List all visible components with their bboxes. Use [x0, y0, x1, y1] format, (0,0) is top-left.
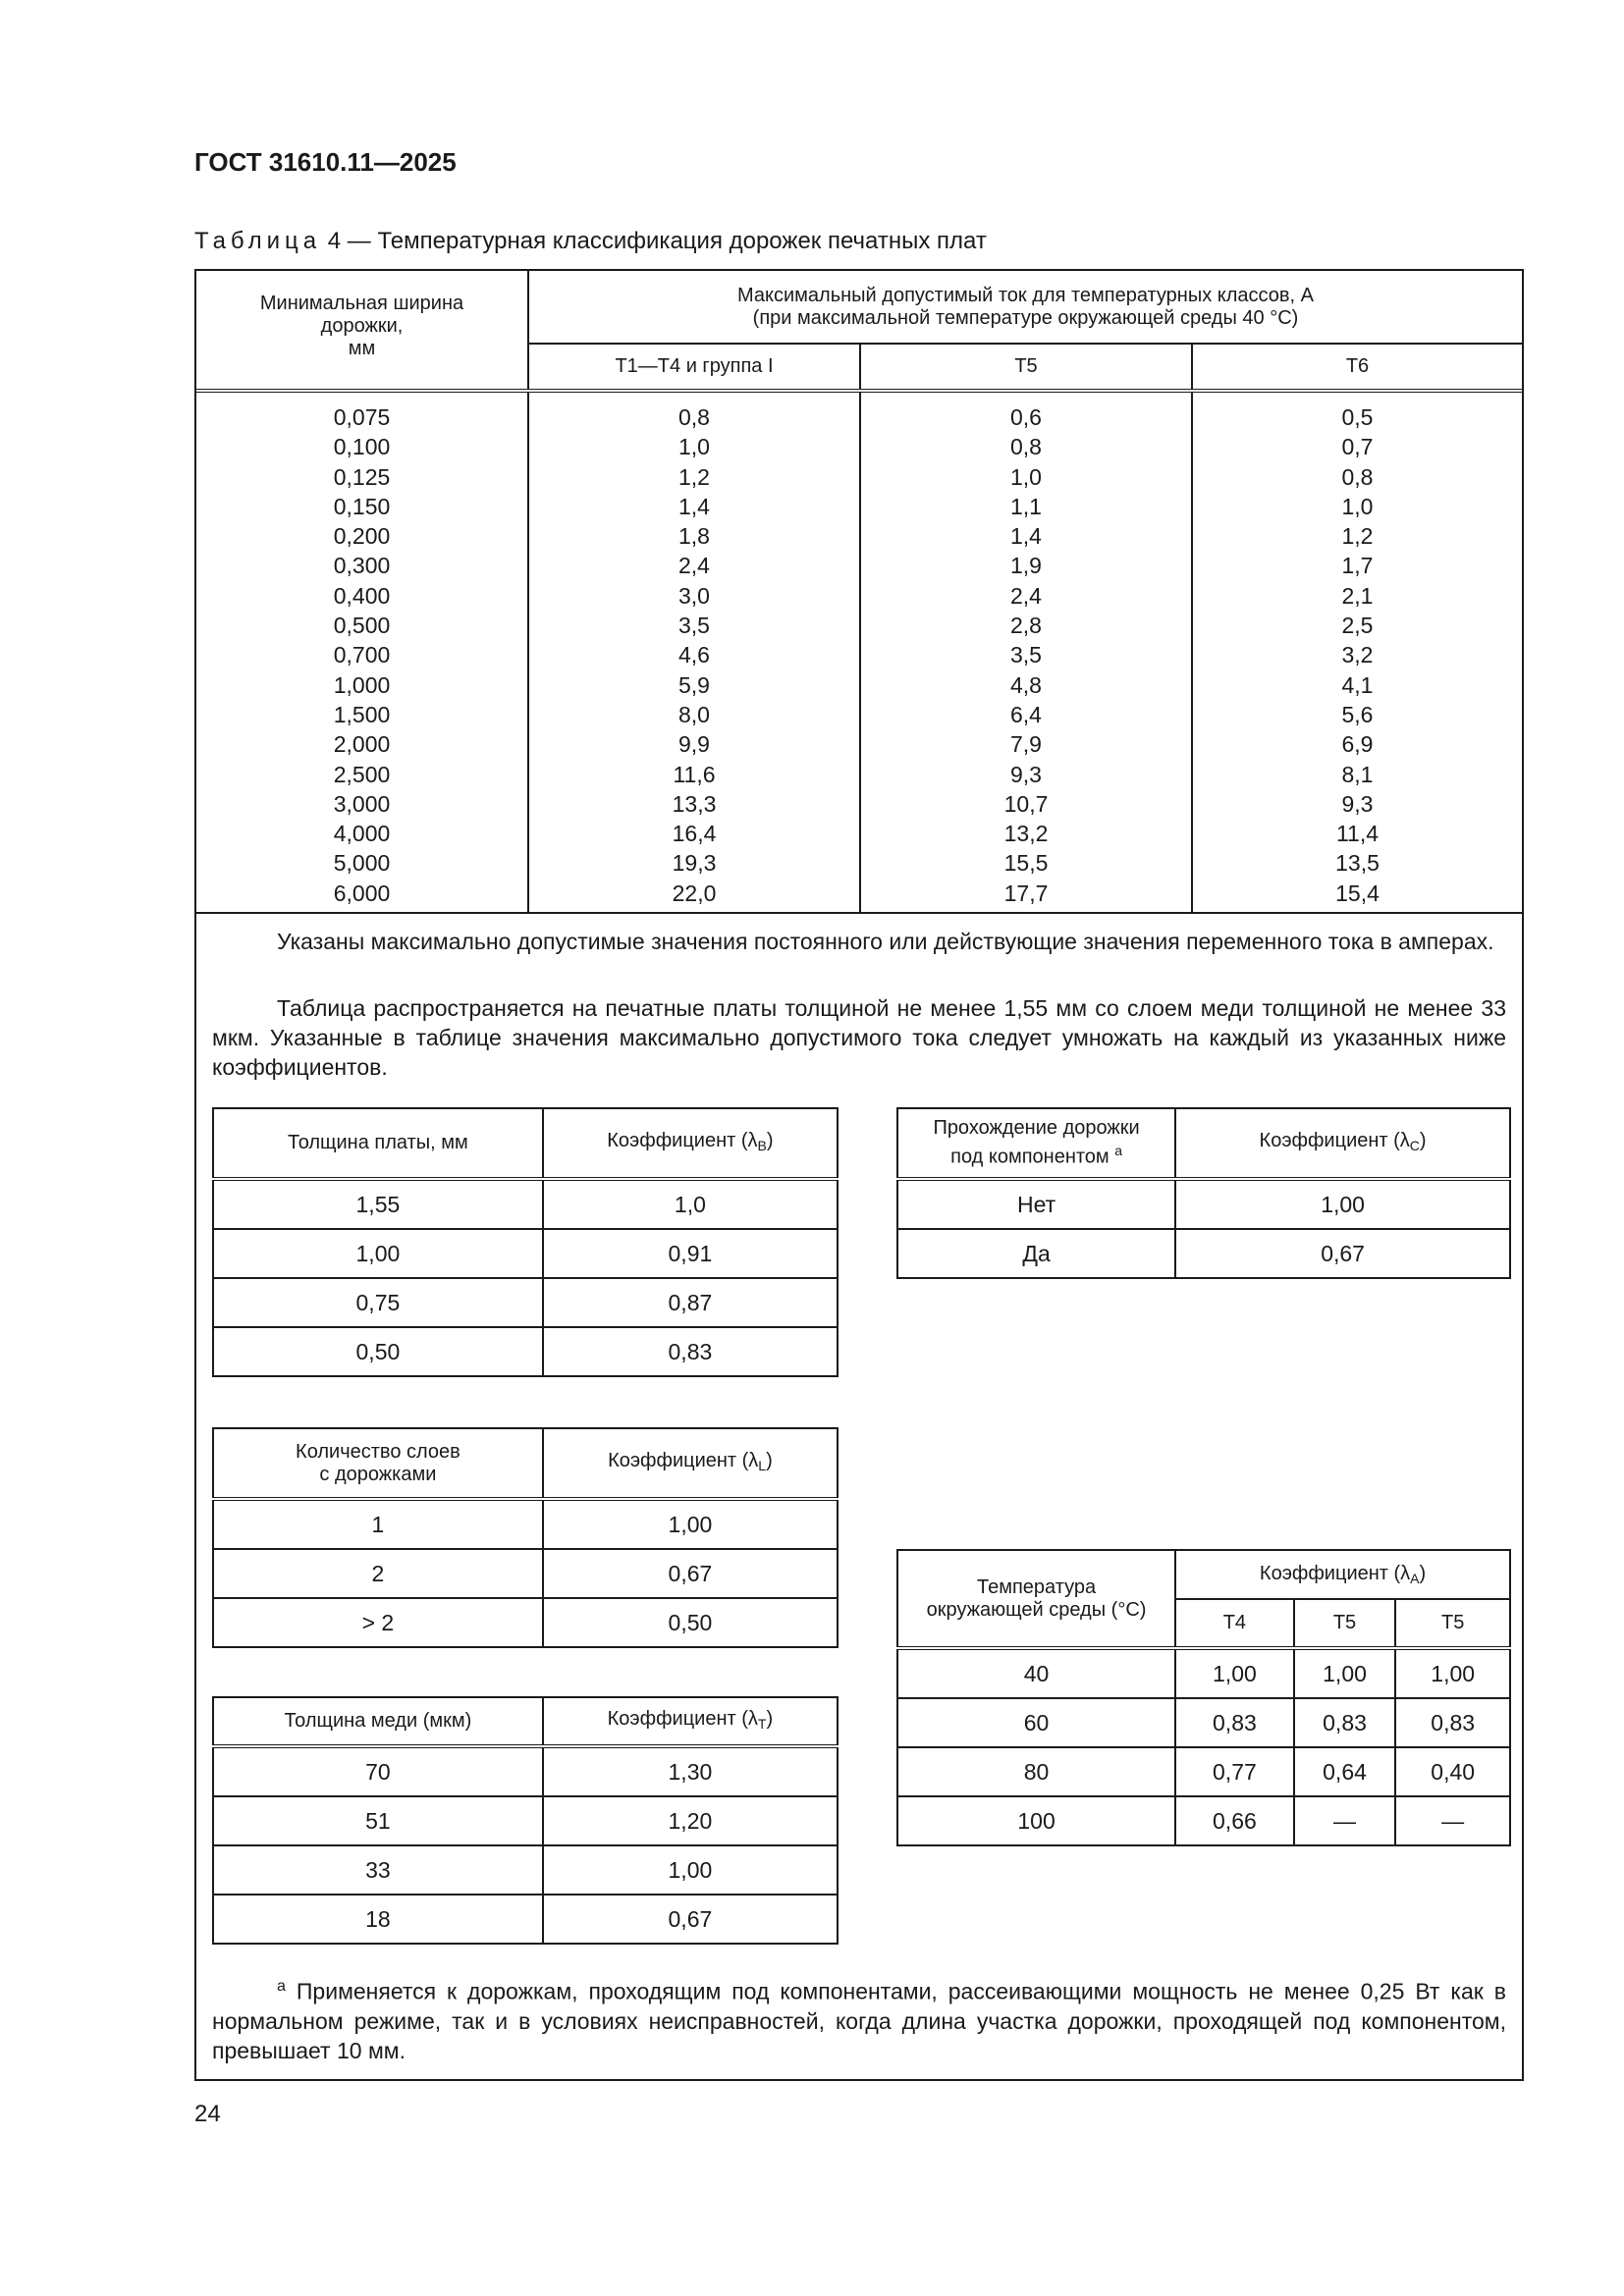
table-cell: 1,000 [333, 671, 391, 698]
main-current-table [196, 271, 1522, 914]
passage-header-line2 [898, 1140, 1174, 1169]
table-cell: 3,5 [1010, 642, 1042, 668]
caption-label: Таблица [194, 228, 322, 254]
table-frame [194, 269, 1524, 2081]
table-cell: 2,5 [1341, 613, 1374, 639]
table-cell: 0,50 [543, 1598, 838, 1647]
table-cell: 22,0 [672, 880, 717, 906]
table-cell: 0,500 [333, 613, 391, 639]
table-cell: 17,7 [1003, 880, 1049, 906]
table-cell: 0,8 [678, 404, 710, 430]
table-cell: 9,9 [678, 731, 710, 758]
table-cell: 1,00 [1395, 1648, 1510, 1698]
temperature-header-line1: Температура [976, 1575, 1097, 1598]
table-cell: 5,9 [678, 671, 710, 698]
table-cell: 0,67 [543, 1549, 838, 1598]
lambda-a-label: Коэффициент (λ [1259, 1563, 1411, 1584]
lambda-b-close: ) [766, 1129, 774, 1151]
table-cell: Да [897, 1229, 1175, 1278]
lambda-a-close: ) [1419, 1563, 1427, 1584]
table-cell: 2,000 [333, 731, 391, 758]
passage-header [897, 1108, 1175, 1179]
page-number: 24 [194, 2101, 221, 2127]
board-thickness-header: Толщина платы, мм [213, 1108, 543, 1179]
table-cell: 33 [213, 1845, 543, 1895]
table-cell: 100 [897, 1796, 1175, 1845]
table-cell: 11,6 [673, 761, 716, 787]
copper-thickness-table [212, 1696, 839, 1945]
table-cell: — [1294, 1796, 1396, 1845]
table-cell: 2,500 [333, 761, 391, 787]
table-cell: 0,40 [1395, 1747, 1510, 1796]
t6-values-column [1192, 391, 1522, 913]
table-cell: 2 [213, 1549, 543, 1598]
table-cell: 15,4 [1335, 880, 1380, 906]
footnote [212, 1971, 1506, 2065]
lambda-t-label: Коэффициент (λ [607, 1707, 758, 1730]
table-cell: 1,0 [678, 434, 710, 460]
lambda-l-close: ) [766, 1449, 773, 1471]
table-cell: 15,5 [1003, 850, 1049, 877]
table-cell: 1,0 [1341, 493, 1374, 519]
lambda-c-header [1175, 1108, 1510, 1179]
table-cell: 0,7 [1341, 434, 1374, 460]
subheader-t5: Т5 [1395, 1599, 1510, 1648]
table-cell: 1,2 [1341, 523, 1374, 550]
lambda-b-label: Коэффициент (λ [607, 1129, 758, 1151]
table-cell: 1,55 [213, 1179, 543, 1229]
table-cell: 1,20 [543, 1796, 838, 1845]
table-cell: 0,50 [213, 1327, 543, 1376]
layer-header-line1: Количество слоев [296, 1440, 460, 1463]
layer-count-table [212, 1427, 839, 1648]
table-cell: 60 [897, 1698, 1175, 1747]
table-cell: 13,2 [1003, 821, 1049, 847]
caption-title: 4 — Температурная классификация дорожек печатных плат [321, 228, 987, 254]
table-cell: 3,000 [333, 790, 391, 817]
board-thickness-table [212, 1107, 839, 1377]
table-cell: 5,000 [333, 850, 391, 877]
passage-header-text: под компонентом [950, 1146, 1110, 1168]
table-cell: 1,00 [543, 1499, 838, 1549]
table-cell: 3,2 [1341, 642, 1374, 668]
table-cell: 1,0 [1010, 463, 1042, 490]
table-cell: 0,6 [1010, 404, 1042, 430]
width-values-column [196, 391, 528, 913]
subheader-t4: Т4 [1175, 1599, 1294, 1648]
lambda-a-sub: A [1410, 1571, 1420, 1586]
document-header: ГОСТ 31610.11—2025 [194, 147, 457, 177]
lambda-b-sub: B [757, 1137, 767, 1153]
table-cell: 0,87 [543, 1278, 838, 1327]
table-cell: 8,0 [678, 701, 710, 727]
table-cell: 1,00 [1175, 1648, 1294, 1698]
lambda-l-sub: L [758, 1457, 767, 1473]
width-header-text: Минимальная ширина дорожки, [259, 293, 464, 337]
table-cell: 5,6 [1341, 701, 1374, 727]
lambda-l-label: Коэффициент (λ [608, 1449, 759, 1471]
subheader-t5: Т5 [1294, 1599, 1396, 1648]
table-cell: 2,4 [678, 553, 710, 579]
width-column-header [196, 271, 528, 391]
subheader-t6: Т6 [1192, 344, 1522, 391]
current-header-line2: (при максимальной температуре окружающей среды 40 °С) [752, 306, 1299, 329]
component-passage-table [896, 1107, 1511, 1279]
table-cell: 3,0 [678, 582, 710, 609]
lambda-l-header [543, 1428, 838, 1499]
footnote-text: Применяется к дорожкам, проходящим под компонентами, рассеивающими мощность не менее 0,25 Вт как в нормальном режиме, так и в условиях неисправностей, когда длина участка дорожки, проходящей под компонентом, превышает 10 мм. [212, 1978, 1506, 2063]
table-cell: 0,100 [333, 434, 391, 460]
table-cell: 1,500 [333, 701, 391, 727]
table-cell: 1,7 [1341, 553, 1374, 579]
footnote-mark: a [1114, 1143, 1123, 1159]
table-cell: 1,30 [543, 1746, 838, 1796]
table-cell: 9,3 [1010, 761, 1042, 787]
table-cell: 0,67 [543, 1895, 838, 1944]
table-cell: 0,75 [213, 1278, 543, 1327]
table-cell: 6,4 [1010, 701, 1042, 727]
table-cell: 0,075 [333, 404, 391, 430]
table-cell: 13,5 [1335, 850, 1380, 877]
table-cell: 18 [213, 1895, 543, 1944]
table-cell: 51 [213, 1796, 543, 1845]
layer-header-line2: с дорожками [319, 1463, 437, 1485]
table-cell: — [1395, 1796, 1510, 1845]
table-cell: 0,125 [333, 463, 391, 490]
temperature-header-line2: окружающей среды (°С) [926, 1598, 1147, 1621]
table-cell: 0,77 [1175, 1747, 1294, 1796]
table-cell: 4,6 [678, 642, 710, 668]
table-cell: 0,83 [1294, 1698, 1396, 1747]
table-cell: 0,67 [1175, 1229, 1510, 1278]
table-cell: 4,8 [1010, 671, 1042, 698]
table-cell: 0,83 [543, 1327, 838, 1376]
table-cell: 9,3 [1341, 790, 1374, 817]
table-cell: 13,3 [672, 790, 717, 817]
subheader-t5: Т5 [860, 344, 1192, 391]
table-cell: 0,83 [1175, 1698, 1294, 1747]
table-cell: 1,00 [1175, 1179, 1510, 1229]
table-cell: 1,8 [678, 523, 710, 550]
layer-count-header [213, 1428, 543, 1499]
table-cell: 2,1 [1341, 582, 1374, 609]
table-cell: 6,000 [333, 880, 391, 906]
table-cell: 0,66 [1175, 1796, 1294, 1845]
note-coefficients: Таблица распространяется на печатные платы толщиной не менее 1,55 мм со слоем меди толщиной не менее 33 мкм. Указанные в таблице значения максимально допустимого тока следует умножать на каждый из указанных ниже коэффициентов. [212, 995, 1506, 1080]
table-cell: 0,5 [1341, 404, 1374, 430]
table-cell: 1,00 [213, 1229, 543, 1278]
table-cell: 0,150 [333, 493, 391, 519]
table-cell: 0,700 [333, 642, 391, 668]
table-cell: 0,200 [333, 523, 391, 550]
table-cell: 1,00 [543, 1845, 838, 1895]
t5-values-column [860, 391, 1192, 913]
temperature-header [897, 1550, 1175, 1648]
table-cell: 19,3 [672, 850, 717, 877]
note-units: Указаны максимально допустимые значения постоянного или действующие значения переменного тока в амперах. [277, 929, 1494, 954]
table-cell: > 2 [213, 1598, 543, 1647]
lambda-c-close: ) [1419, 1129, 1427, 1151]
table-cell: 2,4 [1010, 582, 1042, 609]
table-cell: 1,1 [1010, 493, 1042, 519]
table-cell: 11,4 [1335, 821, 1380, 847]
table-cell: 0,64 [1294, 1747, 1396, 1796]
ambient-temperature-table [896, 1549, 1511, 1846]
table-cell: 1,00 [1294, 1648, 1396, 1698]
lambda-a-header [1175, 1550, 1510, 1599]
table-cell: 16,4 [672, 821, 717, 847]
t1-t4-values-column [528, 391, 860, 913]
table-cell: 0,400 [333, 582, 391, 609]
table-cell: 0,91 [543, 1229, 838, 1278]
table-cell: 0,300 [333, 553, 391, 579]
lambda-b-header [543, 1108, 838, 1179]
table-cell: 2,8 [1010, 613, 1042, 639]
table-cell: 7,9 [1010, 731, 1042, 758]
table-cell: 80 [897, 1747, 1175, 1796]
table-cell: 4,000 [333, 821, 391, 847]
current-group-header [528, 271, 1522, 344]
table-cell: 1,2 [678, 463, 710, 490]
lambda-c-label: Коэффициент (λ [1259, 1129, 1410, 1151]
table-cell: 0,83 [1395, 1698, 1510, 1747]
current-header-line1: Максимальный допустимый ток для температурных классов, А [737, 284, 1314, 306]
table-cell: 4,1 [1341, 671, 1374, 698]
lambda-t-sub: T [757, 1715, 767, 1732]
lambda-c-sub: C [1409, 1137, 1420, 1153]
table-cell: 1,4 [1010, 523, 1042, 550]
table-cell: Нет [897, 1179, 1175, 1229]
lambda-t-close: ) [766, 1707, 774, 1730]
subheader-t1-t4: Т1—Т4 и группа I [528, 344, 860, 391]
width-header-unit: мм [348, 338, 376, 359]
table-cell: 1,9 [1010, 553, 1042, 579]
table-cell: 1,4 [678, 493, 710, 519]
table-cell: 8,1 [1341, 761, 1374, 787]
table-cell: 1,0 [543, 1179, 838, 1229]
copper-thickness-header: Толщина меди (мкм) [213, 1697, 543, 1746]
table-cell: 0,8 [1010, 434, 1042, 460]
table-cell: 6,9 [1341, 731, 1374, 758]
table-cell: 3,5 [678, 613, 710, 639]
table-cell: 70 [213, 1746, 543, 1796]
table-cell: 40 [897, 1648, 1175, 1698]
table-cell: 10,7 [1003, 790, 1049, 817]
table-caption [194, 228, 987, 255]
passage-header-line1: Прохождение дорожки [933, 1117, 1140, 1140]
footnote-mark: a [277, 1977, 286, 1995]
table-cell: 1 [213, 1499, 543, 1549]
lambda-t-header [543, 1697, 838, 1746]
table-cell: 0,8 [1341, 463, 1374, 490]
